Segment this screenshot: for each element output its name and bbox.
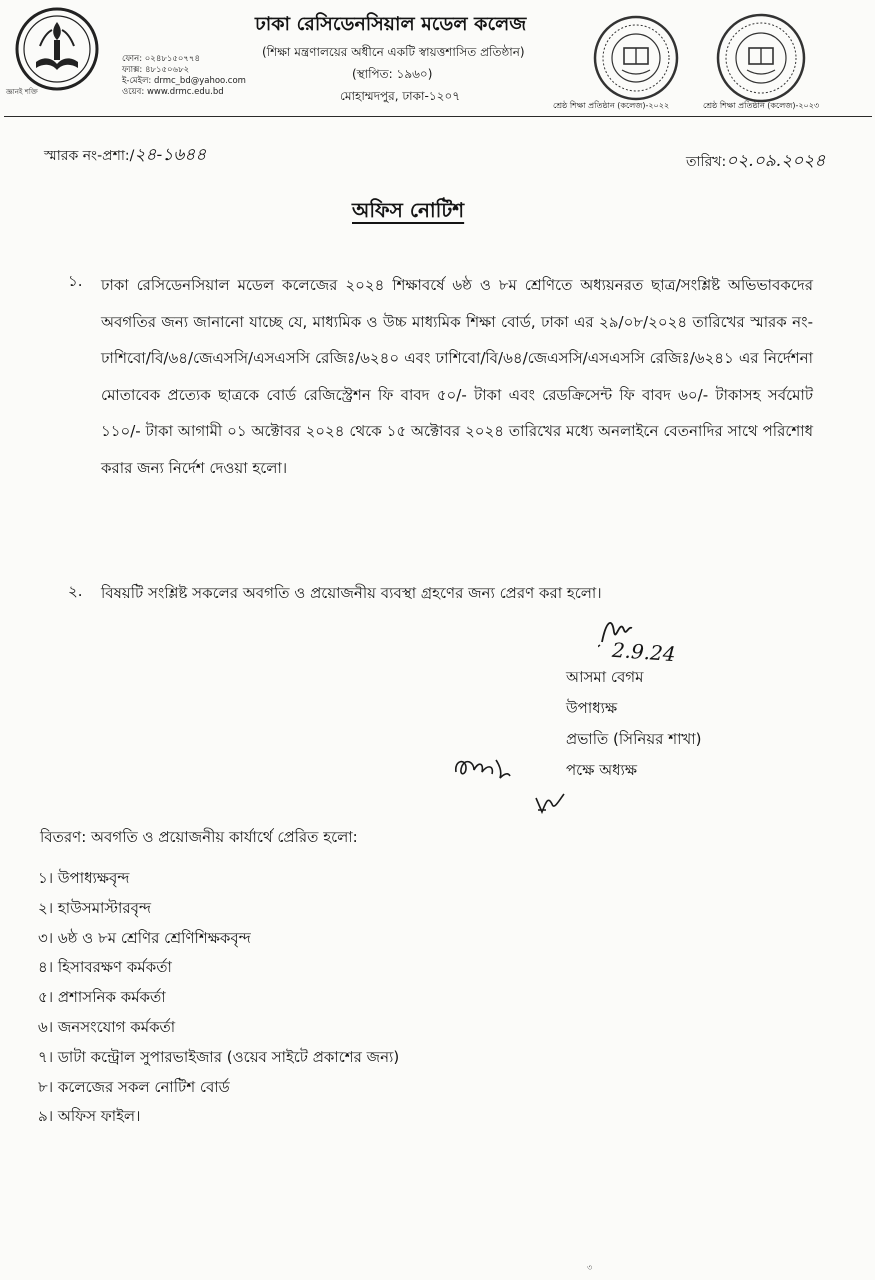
distribution-item: ৯। অফিস ফাইল। — [38, 1107, 141, 1126]
paragraph-2-text: বিষয়টি সংশ্লিষ্ট সকলের অবগতি ও প্রয়োজনীয় ব্যবস্থা গ্রহণের জন্য প্রেরণ করা হলো। — [101, 584, 602, 602]
college-subtitle: (শিক্ষা মন্ত্রণালয়ের অধীনে একটি স্বায়ত্তশাসিত প্রতিষ্ঠান) — [262, 45, 525, 59]
memo-label: স্মারক নং-প্রশা:/ — [44, 148, 135, 164]
distribution-item: ২। হাউসমাস্টারবৃন্দ — [38, 898, 151, 917]
distribution-list — [38, 864, 399, 1132]
page-mark: ৩ — [587, 1263, 593, 1272]
college-logo-icon — [14, 6, 100, 92]
college-address: মোহাম্মদপুর, ঢাকা-১২০৭ — [340, 89, 461, 103]
memo-number — [44, 142, 206, 170]
award-seal-2023-icon — [715, 12, 807, 104]
signatory-on-behalf: পক্ষে অধ্যক্ষ — [566, 761, 638, 779]
date-handwritten-value: ০২.০৯.২০২৪ — [726, 151, 826, 171]
contact-block — [122, 54, 246, 98]
award-seal-2022-icon — [592, 14, 680, 102]
date-label: তারিখ: — [686, 154, 727, 170]
contact-web: ওয়েব: www.drmc.edu.bd — [122, 87, 224, 97]
logo-motto: জ্ঞানই শক্তি — [6, 88, 38, 96]
contact-email: ই-মেইল: drmc_bd@yahoo.com — [122, 76, 246, 86]
signatory-designation: উপাধ্যক্ষ — [566, 699, 618, 717]
distribution-item: ৮। কলেজের সকল নোটিশ বোর্ড — [38, 1077, 230, 1096]
distribution-item: ৪। হিসাবরক্ষণ কর্মকর্তা — [38, 958, 172, 977]
distribution-item: ৭। ডাটা কন্ট্রোল সুপারভাইজার (ওয়েব সাইটে প্রকাশের জন্য) — [38, 1047, 400, 1066]
initial-scrawl-icon — [452, 752, 514, 782]
distribution-item: ৫। প্রশাসনিক কর্মকর্তা — [38, 988, 166, 1007]
paragraph-2-number: ২. — [68, 582, 83, 600]
award-2023-caption: শ্রেষ্ঠ শিক্ষা প্রতিষ্ঠান (কলেজ)-২০২৩ — [703, 101, 820, 110]
signatory-block — [566, 662, 701, 786]
signature-handwritten-date: 2.9.24 — [611, 637, 677, 667]
established-year: (স্থাপিত: ১৯৬০) — [352, 67, 433, 81]
initial-mark-icon — [532, 790, 566, 816]
contact-fax: ফ্যাক্স: ৪৮১৫০৬৮২ — [122, 65, 190, 75]
distribution-item: ১। উপাধ্যক্ষবৃন্দ — [38, 869, 130, 887]
paragraph-1-text: ঢাকা রেসিডেনসিয়াল মডেল কলেজের ২০২৪ শিক্ষাবর্ষে ৬ষ্ঠ ও ৮ম শ্রেণিতে অধ্যয়নরত ছাত্র/সংশ্লিষ্ট অভিভাবকদের অবগতির জন্য জানানো যাচ্ছে যে, মাধ্যমিক ও উচ্চ মাধ্যমিক শিক্ষা বোর্ড, ঢাকা এর ২৯/০৮/২০২৪ তারিখের স্মারক নং-ঢাশিবো/বি/৬৪/জেএসসি/এসএসসি রেজিঃ/৬২৪০ এবং ঢাশিবো/বি/৬৪/জেএসসি/এসএসসি রেজিঃ/৬২৪১ এর নির্দেশনা মোতাবেক প্রত্যেক ছাত্রকে বোর্ড রেজিস্ট্রেশন ফি বাবদ ৫০/- টাকা এবং রেডক্রিসেন্ট ফি বাবদ ৬০/- টাকাসহ সর্বমোট ১১০/- টাকা আগামী ০১ অক্টোবর ২০২৪ থেকে ১৫ অক্টোবর ২০২৪ তারিখের মধ্যে অনলাইনে বেতনাদির সাথে পরিশোধ করার জন্য নির্দেশ দেওয়া হলো। — [101, 276, 813, 477]
notice-date — [686, 148, 825, 176]
distribution-heading: বিতরণ: অবগতি ও প্রয়োজনীয় কার্যার্থে প্রেরিত হলো: — [40, 828, 358, 846]
memo-handwritten-number: ২৪-১৬৪৪ — [134, 145, 207, 165]
header-divider — [4, 116, 872, 117]
college-name: ঢাকা রেসিডেনসিয়াল মডেল কলেজ — [255, 13, 527, 35]
award-2022-caption: শ্রেষ্ঠ শিক্ষা প্রতিষ্ঠান (কলেজ)-২০২২ — [553, 101, 670, 110]
signatory-section: প্রভাতি (সিনিয়র শাখা) — [566, 730, 702, 748]
signatory-name: আসমা বেগম — [566, 668, 644, 686]
notice-title: অফিস নোটিশ — [352, 198, 465, 222]
distribution-item: ৬। জনসংযোগ কর্মকর্তা — [38, 1017, 176, 1036]
contact-phone: ফোন: ০২৪৮১৫০৭৭৪ — [122, 54, 200, 64]
paragraph-1-number: ১. — [68, 272, 83, 290]
distribution-item: ৩। ৬ষ্ঠ ও ৮ম শ্রেণির শ্রেণিশিক্ষকবৃন্দ — [38, 928, 251, 947]
